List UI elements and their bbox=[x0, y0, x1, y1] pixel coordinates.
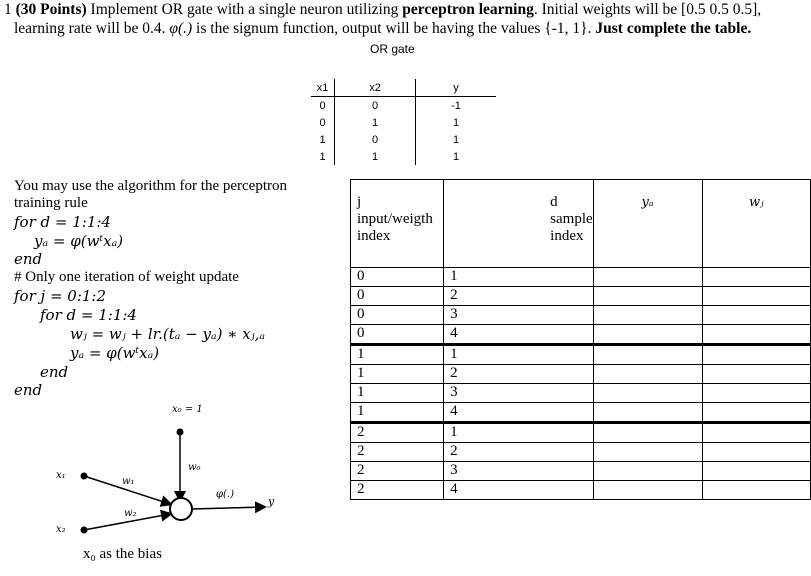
or-cell: 0 bbox=[335, 97, 416, 115]
perceptron-diagram bbox=[40, 400, 300, 570]
algo-comment: # Only one iteration of weight update bbox=[14, 269, 239, 285]
or-gate-row bbox=[311, 97, 496, 115]
table-row bbox=[351, 365, 811, 384]
algo-end-3: end bbox=[14, 381, 43, 399]
diagram-w1: w₁ bbox=[122, 476, 135, 487]
cell-d: 1 bbox=[444, 268, 594, 287]
cell-j: 0 bbox=[351, 306, 444, 325]
question-number: 1 bbox=[4, 1, 12, 18]
diagram-phi: φ(.) bbox=[216, 489, 234, 500]
table-header-row bbox=[351, 180, 811, 268]
header-d-line-1: d bbox=[550, 194, 558, 210]
question-emphasis: perceptron learning bbox=[402, 1, 534, 18]
or-cell: 1 bbox=[335, 148, 416, 165]
or-cell: 0 bbox=[311, 114, 335, 131]
or-header-x1: x1 bbox=[311, 79, 335, 97]
question-points: (30 Points) bbox=[15, 1, 87, 18]
cell-d: 1 bbox=[444, 345, 594, 365]
question-text-c: . Initial weights will be [0.5 0.5 0.5], bbox=[533, 1, 762, 18]
cell-d: 4 bbox=[444, 325, 594, 345]
header-d bbox=[444, 180, 594, 268]
cell-wj-input[interactable] bbox=[702, 384, 810, 403]
or-header-y: y bbox=[416, 79, 497, 97]
edge-output bbox=[192, 507, 264, 509]
question-line-2 bbox=[14, 19, 751, 38]
cell-ya-input[interactable] bbox=[593, 403, 702, 423]
question-lr: learning rate will be 0.4. bbox=[14, 20, 166, 37]
cell-ya-input[interactable] bbox=[593, 384, 702, 403]
question-instruction: Just complete the table. bbox=[595, 20, 752, 37]
header-ya-label: yₐ bbox=[641, 195, 654, 210]
diagram-x2: x₂ bbox=[56, 524, 66, 535]
cell-d: 3 bbox=[444, 306, 594, 325]
or-gate-row bbox=[311, 131, 496, 148]
cell-wj-input[interactable] bbox=[702, 268, 810, 287]
or-cell: -1 bbox=[451, 99, 461, 112]
question-line-1 bbox=[4, 0, 761, 19]
cell-ya-input[interactable] bbox=[593, 287, 702, 306]
algo-intro-1: You may use the algorithm for the perceptron bbox=[14, 178, 287, 194]
or-cell: 0 bbox=[335, 131, 416, 148]
algo-ya-eq: yₐ = φ(wᵗxₐ) bbox=[34, 232, 124, 250]
header-j-line-2: input/weigth bbox=[357, 211, 433, 227]
cell-wj-input[interactable] bbox=[702, 365, 810, 384]
table-row bbox=[351, 384, 811, 403]
or-gate-title: OR gate bbox=[370, 42, 415, 56]
cell-j: 0 bbox=[351, 325, 444, 345]
cell-ya-input[interactable] bbox=[593, 306, 702, 325]
or-cell: 1 bbox=[311, 131, 335, 148]
cell-ya-input[interactable] bbox=[593, 268, 702, 287]
cell-ya-input[interactable] bbox=[593, 325, 702, 345]
or-gate-header-row bbox=[311, 79, 496, 97]
cell-ya-input[interactable] bbox=[593, 365, 702, 384]
diagram-x1: x₁ bbox=[56, 470, 66, 481]
cell-d: 1 bbox=[444, 423, 594, 443]
header-ya bbox=[593, 180, 702, 268]
algo-for-d2: for d = 1:1:4 bbox=[40, 306, 137, 324]
cell-ya-input[interactable] bbox=[593, 345, 702, 365]
or-header-x2: x2 bbox=[335, 79, 416, 97]
cell-j: 0 bbox=[351, 287, 444, 306]
cell-wj-input[interactable] bbox=[702, 287, 810, 306]
cell-wj-input[interactable] bbox=[702, 443, 810, 462]
cell-j: 1 bbox=[351, 365, 444, 384]
cell-ya-input[interactable] bbox=[593, 423, 702, 443]
cell-d: 3 bbox=[444, 384, 594, 403]
or-cell: 1 bbox=[452, 133, 460, 146]
question-phi: φ(.) bbox=[169, 20, 193, 37]
diagram-w0: w₀ bbox=[188, 462, 201, 473]
cell-wj-input[interactable] bbox=[702, 325, 810, 345]
table-row bbox=[351, 403, 811, 423]
table-row bbox=[351, 268, 811, 287]
cell-wj-input[interactable] bbox=[702, 423, 810, 443]
cell-j: 2 bbox=[351, 423, 444, 443]
header-wj bbox=[702, 180, 810, 268]
table-row bbox=[351, 462, 811, 481]
table-row bbox=[351, 287, 811, 306]
cell-d: 4 bbox=[444, 481, 594, 500]
algo-ya-eq-2: yₐ = φ(wᵗxₐ) bbox=[70, 344, 160, 362]
cell-wj-input[interactable] bbox=[702, 403, 810, 423]
question-text-a: Implement OR gate with a single neuron utilizing bbox=[90, 1, 399, 18]
diagram-y: y bbox=[268, 495, 275, 508]
cell-ya-input[interactable] bbox=[593, 443, 702, 462]
cell-wj-input[interactable] bbox=[702, 462, 810, 481]
table-row bbox=[351, 423, 811, 443]
header-d-line-3: index bbox=[550, 228, 584, 244]
or-cell: 1 bbox=[311, 148, 335, 165]
or-gate-row bbox=[311, 148, 496, 165]
table-row bbox=[351, 306, 811, 325]
diagram-w2: w₂ bbox=[124, 508, 137, 519]
cell-j: 2 bbox=[351, 481, 444, 500]
perceptron-table bbox=[350, 179, 811, 500]
header-j-line-1: j bbox=[357, 194, 362, 210]
cell-ya-input[interactable] bbox=[593, 462, 702, 481]
table-row bbox=[351, 345, 811, 365]
cell-j: 1 bbox=[351, 403, 444, 423]
cell-ya-input[interactable] bbox=[593, 481, 702, 500]
cell-j: 1 bbox=[351, 384, 444, 403]
algo-for-j: for j = 0:1:2 bbox=[14, 287, 107, 305]
diagram-x0-label: x₀ = 1 bbox=[172, 404, 203, 415]
cell-j: 2 bbox=[351, 462, 444, 481]
algo-intro-2: training rule bbox=[14, 195, 88, 211]
algo-update: wⱼ = wⱼ + lr.(tₐ − yₐ) ∗ xⱼ,ₐ bbox=[70, 325, 266, 343]
or-cell: 1 bbox=[452, 150, 460, 163]
header-j bbox=[351, 180, 444, 268]
cell-wj-input[interactable] bbox=[702, 345, 810, 365]
or-cell: 1 bbox=[452, 116, 460, 129]
header-wj-label: wⱼ bbox=[749, 195, 764, 210]
algo-for-d: for d = 1:1:4 bbox=[14, 213, 111, 231]
cell-j: 2 bbox=[351, 443, 444, 462]
table-row bbox=[351, 481, 811, 500]
header-d-line-2: sample bbox=[550, 211, 593, 227]
or-gate-table bbox=[311, 79, 496, 165]
header-j-line-3: index bbox=[357, 228, 391, 244]
diagram-caption: x₀ as the bias bbox=[83, 546, 162, 562]
cell-d: 3 bbox=[444, 462, 594, 481]
cell-j: 0 bbox=[351, 268, 444, 287]
algo-end-2: end bbox=[40, 363, 69, 381]
cell-d: 2 bbox=[444, 365, 594, 384]
cell-j: 1 bbox=[351, 345, 444, 365]
or-cell: 1 bbox=[335, 114, 416, 131]
table-row bbox=[351, 325, 811, 345]
algo-end-1: end bbox=[14, 250, 43, 268]
or-gate-row bbox=[311, 114, 496, 131]
or-cell: 0 bbox=[311, 97, 335, 115]
neuron-node bbox=[170, 498, 192, 520]
cell-wj-input[interactable] bbox=[702, 306, 810, 325]
table-row bbox=[351, 443, 811, 462]
cell-wj-input[interactable] bbox=[702, 481, 810, 500]
cell-d: 2 bbox=[444, 443, 594, 462]
cell-d: 2 bbox=[444, 287, 594, 306]
question-signum: is the signum function, output will be having the values {-1, 1}. bbox=[196, 20, 592, 37]
cell-d: 4 bbox=[444, 403, 594, 423]
